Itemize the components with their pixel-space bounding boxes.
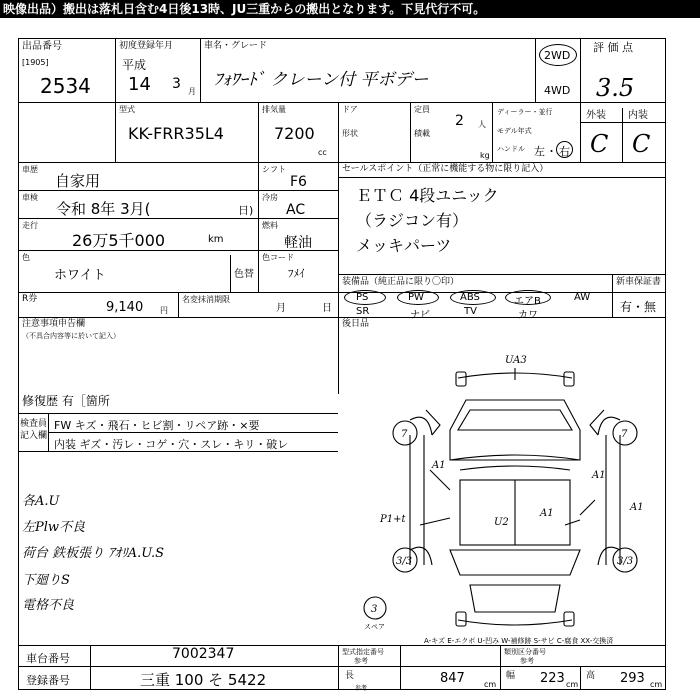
drive-2wd: 2WD [544,49,571,62]
displacement-label: 排気量 [262,105,286,114]
plate-label: 登録番号 [26,674,70,687]
cc-unit: cc [318,148,327,157]
mark-u2: U2 [494,517,509,528]
length-cm: cm [484,680,497,689]
height-value: 293 [620,671,645,686]
mark-front-left: 7 [401,429,408,440]
mark-ua3: UA3 [505,355,527,366]
length-label: 長 [345,671,355,681]
repair-history: 修復歴 有［箇所 [22,394,110,408]
equip-airbag: エアB [514,296,541,307]
reg-label: 初度登録年月 [119,41,174,51]
hand-note-3: 荷台 鉄板張り ｱｵﾘA.U.S [22,546,165,561]
ref-3: 参考 [355,685,368,692]
height-label: 高 [586,671,596,681]
handle-dot: ・ [546,145,557,158]
mark-a1-center: A1 [540,508,554,519]
shift-label: シフト [262,165,286,174]
sales-point-1: ＥＴＣ 4段ユニック [356,186,499,205]
caution-sub: （不具合内容等に於いて記入） [22,332,120,340]
sales-point-2: （ラジコン有） [356,211,469,230]
mark-spare: 3 [371,604,378,615]
handle-right: 右 [559,145,570,158]
load-label: 積載 [414,129,430,138]
mark-33-right: 3/3 [617,556,634,567]
capacity-label: 定員 [414,105,430,114]
notice-banner: 映像出品）搬出は落札日含む4日後13時、JU三重からの搬出となります。下見代行不可。 [0,0,700,18]
caution-label: 注意事項申告欄 [22,319,86,329]
recycle-label: R券 [22,294,38,304]
length-value: 847 [440,671,465,686]
model-label: 型式 [119,105,135,114]
type-label: 車歴 [22,165,38,174]
color-code-value: ﾌﾒｲ [288,267,305,280]
name-change-label: 名変抹消期限 [182,295,230,304]
recycle-value: 9,140 [106,300,144,315]
ref-2: 参考 [520,657,534,665]
chassis-number: 7002347 [172,646,235,662]
width-value: 223 [540,671,565,686]
lot-label: 出品番号 [22,41,62,52]
model: KK-FRR35L4 [128,124,224,143]
color-value: ホワイト [54,268,106,283]
equip-pw: PW [408,292,424,303]
mileage-value: 26万5千000 [72,231,166,250]
equip-navi: ナビ [410,310,430,321]
equipment-label: 装備品（純正品に限り〇印） [342,277,460,287]
inspection-value: 令和 8年 3月( [56,200,151,218]
category-label: 型式指定番号 [342,648,384,656]
ext-label: 外装 [586,110,606,121]
mark-33-left: 3/3 [396,556,413,567]
shift-value: F6 [290,174,307,190]
day-unit: 日 [322,303,332,314]
height-cm: cm [650,680,663,689]
equip-tv: TV [464,306,477,317]
displacement: 7200 [274,124,315,143]
inspection-day: 日) [238,204,254,217]
inspection-label: 車検 [22,193,38,202]
capacity-unit: 人 [478,120,486,129]
model-year-label: モデル年式 [497,127,532,135]
car-name: ﾌｫﾜｰﾄﾞ クレーン付 平ボデー [214,70,429,90]
score: 3.5 [596,74,635,102]
yen-unit: 円 [160,306,168,315]
km-unit: km [208,234,224,245]
new-car-warranty-value: 有・無 [620,300,657,314]
capacity: 2 [455,113,464,129]
diagram-legend: A-キズ E-エクボ U-凹み W-補修跡 S-サビ C-腐食 XX-交換済 [424,637,614,645]
inspector-label-2: 記入欄 [20,431,48,441]
new-car-warranty-label: 新車保証書 [616,277,662,287]
hand-note-1: 各A.U [22,494,60,509]
equip-aw: AW [574,292,591,303]
drive-4wd: 4WD [544,84,571,97]
month-unit: 月 [276,303,286,314]
mark-a1-left: A1 [432,460,446,471]
load-unit: kg [480,151,490,160]
equip-ps: PS [356,292,369,303]
score-label: 評 価 点 [593,41,633,54]
hand-note-5: 電格不良 [22,598,75,613]
color-label: 色 [22,253,30,262]
inspector-row-1: FW キズ・飛石・ヒビ割・リペア跡・×要 [54,419,260,432]
mark-p1t: P1+t [380,514,406,525]
color-change-label: 色替 [234,269,254,280]
equip-sr: SR [356,306,370,317]
type-value: 自家用 [55,172,101,190]
equip-abs: ABS [460,292,480,303]
category-label-2: 類別区分番号 [504,648,546,656]
reg-era: 平成 [122,58,147,72]
mark-front-right: 7 [621,429,628,440]
fuel-label: 燃料 [262,221,278,230]
mark-a1-right: A1 [592,470,606,481]
reg-year: 14 [128,74,151,95]
inspector-label-1: 検査員 [20,419,48,429]
sales-points-label: セールスポイント（正常に機能する物に限り記入） [342,164,549,174]
mileage-label: 走行 [22,221,38,230]
hand-note-4: 下廻りS [22,573,70,588]
inspector-row-2: 内装 ギズ・汚レ・コゲ・穴・スレ・キリ・破レ [54,438,289,451]
door-label: ドア [342,105,358,114]
plate-number: 三重 100 そ 5422 [140,671,267,689]
lot-sub: [1905] [22,58,49,67]
equip-leather: カワ [518,310,538,321]
after-label: 後日品 [342,319,370,329]
door-shape-label: 形状 [342,129,358,138]
name-label: 車名・グレード [204,41,268,51]
spare-label: スペア [364,623,385,631]
lot-number: 2534 [40,74,91,98]
reg-month-unit: 月 [188,87,196,96]
sales-point-3: メッキパーツ [356,236,452,255]
handle-left: 左 [534,145,545,158]
fuel-value: 軽油 [284,235,312,251]
handle-label: ハンドル [497,145,525,153]
ac-label: 冷房 [262,193,278,202]
width-label: 幅 [506,671,516,681]
int-grade: C [632,130,651,158]
int-label: 内装 [628,110,648,121]
dealer-label: ディーラー・並行 [497,108,553,116]
width-cm: cm [566,680,579,689]
reg-month: 3 [172,76,181,92]
vehicle-damage-diagram [340,350,665,645]
color-code-label: 色コード [262,253,294,262]
ext-grade: C [590,130,609,158]
hand-note-2: 左Plw不良 [22,520,86,535]
chassis-label: 車台番号 [26,652,70,665]
ac-value: AC [286,202,306,218]
mark-a1-far-right: A1 [630,502,644,513]
ref-1: 参考 [354,657,368,665]
